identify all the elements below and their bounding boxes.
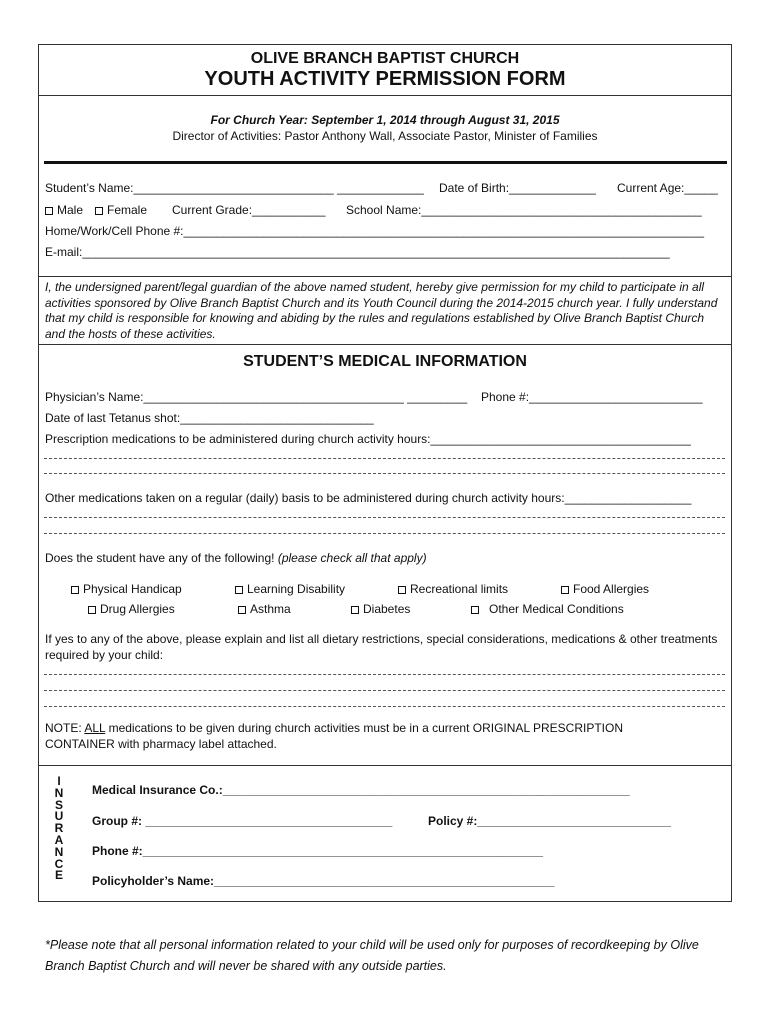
age-field[interactable]: Current Age:_____ <box>617 181 718 195</box>
insurance-phone-field[interactable]: Phone #:____________________________________________________________ <box>92 844 544 858</box>
school-field[interactable]: School Name:__________________________________________ <box>346 203 702 217</box>
female-checkbox[interactable] <box>95 207 103 215</box>
checkbox[interactable] <box>235 586 243 594</box>
condition-learning-disability[interactable]: Learning Disability <box>235 582 345 596</box>
form-title: YOUTH ACTIVITY PERMISSION FORM <box>204 68 566 90</box>
email-field[interactable]: E-mail:________________________________________________________________________________________ <box>45 245 670 259</box>
conditions-question: Does the student have any of the following! (please check all that apply) <box>45 551 427 565</box>
male-option[interactable] <box>45 203 83 217</box>
header-divider <box>38 95 732 96</box>
condition-food-allergies[interactable]: Food Allergies <box>561 582 649 596</box>
church-year: For Church Year: September 1, 2014 through August 31, 2015 <box>210 113 560 127</box>
other-meds-line-2[interactable] <box>44 517 725 518</box>
checkbox[interactable] <box>398 586 406 594</box>
male-checkbox[interactable] <box>45 207 53 215</box>
director-line: Director of Activities: Pastor Anthony Wall, Associate Pastor, Minister of Families <box>172 129 598 143</box>
thick-divider <box>44 161 727 164</box>
explain-line-2[interactable] <box>44 690 725 691</box>
other-meds-line-3[interactable] <box>44 533 725 534</box>
condition-asthma[interactable]: Asthma <box>238 602 291 616</box>
explain-line-3[interactable] <box>44 706 725 707</box>
student-section-divider <box>38 276 732 277</box>
checkbox[interactable] <box>561 586 569 594</box>
dob-field[interactable]: Date of Birth:_____________ <box>439 181 596 195</box>
condition-diabetes[interactable]: Diabetes <box>351 602 410 616</box>
prescription-field[interactable]: Prescription medications to be administered during church activity hours:_______________________________________ <box>45 432 691 446</box>
condition-physical-handicap[interactable]: Physical Handicap <box>71 582 182 596</box>
checkbox[interactable] <box>351 606 359 614</box>
student-name-field[interactable]: Student’s Name:______________________________ _____________ <box>45 181 424 195</box>
policyholder-name-field[interactable]: Policyholder’s Name:___________________________________________________ <box>92 874 555 888</box>
condition-other[interactable]: Other Medical Conditions <box>471 602 624 616</box>
condition-recreational-limits[interactable]: Recreational limits <box>398 582 508 596</box>
checkbox[interactable] <box>471 606 479 614</box>
medical-heading: STUDENT’S MEDICAL INFORMATION <box>243 353 527 370</box>
tetanus-field[interactable]: Date of last Tetanus shot:_____________________________ <box>45 411 374 425</box>
checkbox[interactable] <box>238 606 246 614</box>
group-number-field[interactable]: Group #: _____________________________________ <box>92 814 393 828</box>
other-meds-field[interactable]: Other medications taken on a regular (daily) basis to be administered during church activity hours:___________________ <box>45 491 692 505</box>
consent-text: I, the undersigned parent/legal guardian of the above named student, hereby give permission for my child to participate in all activities sponsored by Olive Branch Baptist Church and its Youth Council during the 2014-2015 church year. I fully understand that my child is responsible for knowing and abiding by the rules and regulations established by Olive Branch Baptist Church and the hosts of these activities. <box>45 280 718 341</box>
grade-field[interactable]: Current Grade:___________ <box>172 203 326 217</box>
medication-note: NOTE: ALL medications to be given during church activities must be in a current ORIGINAL PRESCRIPTION CONTAINER with pharmacy label attached. <box>45 721 624 751</box>
consent-divider <box>38 344 732 345</box>
church-name: OLIVE BRANCH BAPTIST CHURCH <box>250 50 520 67</box>
explain-line-1[interactable] <box>44 674 725 675</box>
prescription-line-2[interactable] <box>44 458 725 459</box>
male-label: Male <box>57 203 84 217</box>
female-label: Female <box>107 203 148 217</box>
phone-field[interactable]: Home/Work/Cell Phone #:______________________________________________________________________________ <box>45 224 705 238</box>
female-option[interactable] <box>95 203 147 217</box>
explain-text: If yes to any of the above, please explain and list all dietary restrictions, special considerations, medications & other treatments required by your child: <box>45 632 718 662</box>
insurance-company-field[interactable]: Medical Insurance Co.:_____________________________________________________________ <box>92 783 630 797</box>
policy-number-field[interactable]: Policy #:_____________________________ <box>428 814 671 828</box>
physician-name-field[interactable]: Physician’s Name:_______________________________________ _________ <box>45 390 468 404</box>
physician-phone-field[interactable]: Phone #:__________________________ <box>481 390 703 404</box>
privacy-note: *Please note that all personal information related to your child will be used only for purposes of recordkeeping by Olive Branch Baptist Church and will never be shared with any outside parties. <box>45 938 699 973</box>
insurance-divider <box>38 765 732 766</box>
checkbox[interactable] <box>88 606 96 614</box>
condition-drug-allergies[interactable]: Drug Allergies <box>88 602 175 616</box>
insurance-vertical-label: I N S U R A N C E <box>54 774 64 883</box>
checkbox[interactable] <box>71 586 79 594</box>
prescription-line-3[interactable] <box>44 473 725 474</box>
